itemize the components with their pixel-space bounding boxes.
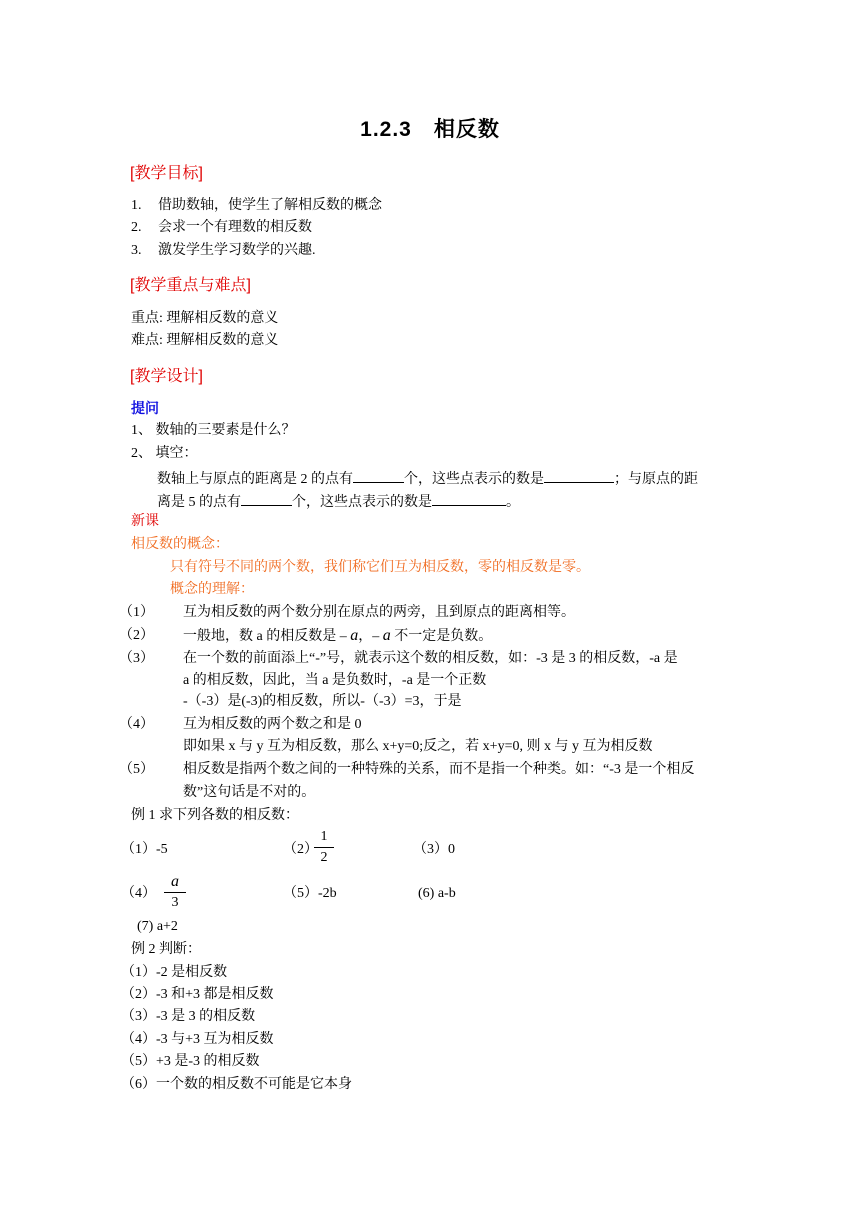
page-title: 1.2.3 相反数 xyxy=(360,118,500,141)
fraction-bar xyxy=(314,847,334,848)
fraction-numerator: 1 xyxy=(320,829,328,844)
concept-definition: 只有符号不同的两个数，我们称它们互为相反数，零的相反数是零。 xyxy=(170,560,590,575)
item-number: （2） xyxy=(119,628,154,643)
text-run: 一般地，数 a 的相反数是 xyxy=(183,629,340,644)
text-run: 不一定是负数。 xyxy=(390,629,493,644)
design-heading: [教学设计] xyxy=(130,368,203,385)
example-2-item: （1）-2 是相反数 xyxy=(121,965,228,980)
objective-text: 会求一个有理数的相反数 xyxy=(158,220,312,235)
item-text xyxy=(183,626,492,647)
objective-number: 3. xyxy=(131,243,142,258)
fraction xyxy=(164,873,186,912)
blank-line xyxy=(241,490,292,506)
question-1: 1、 数轴的三要素是什么？ xyxy=(131,423,296,438)
minus-sign: – xyxy=(339,629,347,644)
math-variable: a xyxy=(350,627,359,644)
fraction-denominator: 2 xyxy=(320,850,328,865)
example-2-label: 例 2 判断： xyxy=(131,942,201,957)
fill-text: 。 xyxy=(506,495,520,510)
objective-number: 1. xyxy=(131,198,142,213)
example-2-item: （2）-3 和+3 都是相反数 xyxy=(121,987,274,1002)
fraction-bar xyxy=(164,892,186,893)
example-2-item: （5）+3 是-3 的相反数 xyxy=(121,1054,260,1069)
item-text: 数”这句话是不对的。 xyxy=(183,785,316,800)
new-lesson-label: 新课 xyxy=(131,514,159,529)
keypoints-heading: [教学重点与难点] xyxy=(130,277,251,294)
example-1-item-prefix: （2） xyxy=(283,842,318,857)
example-1-item: （5）-2b xyxy=(283,886,337,901)
item-text: 在一个数的前面添上“-”号，就表示这个数的相反数，如：-3 是 3 的相反数，-a 是 xyxy=(183,651,678,666)
objective-number: 2. xyxy=(131,220,142,235)
fraction-denominator: 3 xyxy=(171,895,179,910)
item-number: （3） xyxy=(119,651,154,666)
example-1-item: (7) a+2 xyxy=(137,919,178,934)
question-2: 2、 填空： xyxy=(131,446,198,461)
fill-text: 离是 5 的点有 xyxy=(157,495,241,510)
objectives-heading: [教学目标] xyxy=(130,165,203,182)
understanding-label: 概念的理解： xyxy=(170,582,254,597)
item-number: （5） xyxy=(119,762,154,777)
difficulty-text: 难点: 理解相反数的意义 xyxy=(131,333,279,348)
question-label: 提问 xyxy=(131,400,159,416)
objective-text: 借助数轴，使学生了解相反数的概念 xyxy=(158,198,382,213)
example-1-item: (6) a-b xyxy=(418,886,456,901)
objective-text: 激发学生学习数学的兴趣. xyxy=(158,243,316,258)
blank-line xyxy=(544,467,614,483)
item-text: -（-3）是(-3)的相反数，所以-（-3）=3，于是 xyxy=(183,694,462,709)
blank-line xyxy=(432,490,506,506)
item-text: 相反数是指两个数之间的一种特殊的关系，而不是指一个种类。如：“-3 是一个相反 xyxy=(183,762,695,777)
fill-text: ；与原点的距 xyxy=(614,472,698,487)
concept-label: 相反数的概念： xyxy=(131,537,229,552)
example-1-item-prefix: （4） xyxy=(121,886,156,901)
fill-text: 个，这些点表示的数是 xyxy=(292,495,432,510)
example-1-item: （3）0 xyxy=(413,842,455,857)
example-2-item: （3）-3 是 3 的相反数 xyxy=(121,1009,256,1024)
example-2-item: （4）-3 与+3 互为相反数 xyxy=(121,1032,274,1047)
example-1-item: （1）-5 xyxy=(121,842,168,857)
text-run: ， xyxy=(358,629,373,644)
item-number: （1） xyxy=(119,605,154,620)
item-number: （4） xyxy=(119,717,154,732)
item-text: 互为相反数的两个数分别在原点的两旁，且到原点的距离相等。 xyxy=(183,605,575,620)
item-text: 即如果 x 与 y 互为相反数，那么 x+y=0;反之，若 x+y=0, 则 x 与 y 互为相反数 xyxy=(183,739,653,754)
item-text: 互为相反数的两个数之和是 0 xyxy=(183,717,362,732)
example-1-label: 例 1 求下列各数的相反数： xyxy=(131,808,299,823)
fill-text: 个，这些点表示的数是 xyxy=(404,472,544,487)
fraction-numerator: a xyxy=(171,873,179,890)
example-2-item: （6）一个数的相反数不可能是它本身 xyxy=(121,1077,352,1092)
fill-text: 数轴上与原点的距离是 2 的点有 xyxy=(157,472,353,487)
fill-blank-line-2 xyxy=(157,490,520,513)
item-text: a 的相反数，因此，当 a 是负数时，-a 是一个正数 xyxy=(183,673,487,688)
keypoint-text: 重点: 理解相反数的意义 xyxy=(131,311,279,326)
fraction xyxy=(314,828,334,867)
math-variable: a xyxy=(382,627,391,644)
fill-blank-line-1 xyxy=(157,467,698,490)
blank-line xyxy=(353,467,404,483)
minus-sign: – xyxy=(372,629,380,644)
